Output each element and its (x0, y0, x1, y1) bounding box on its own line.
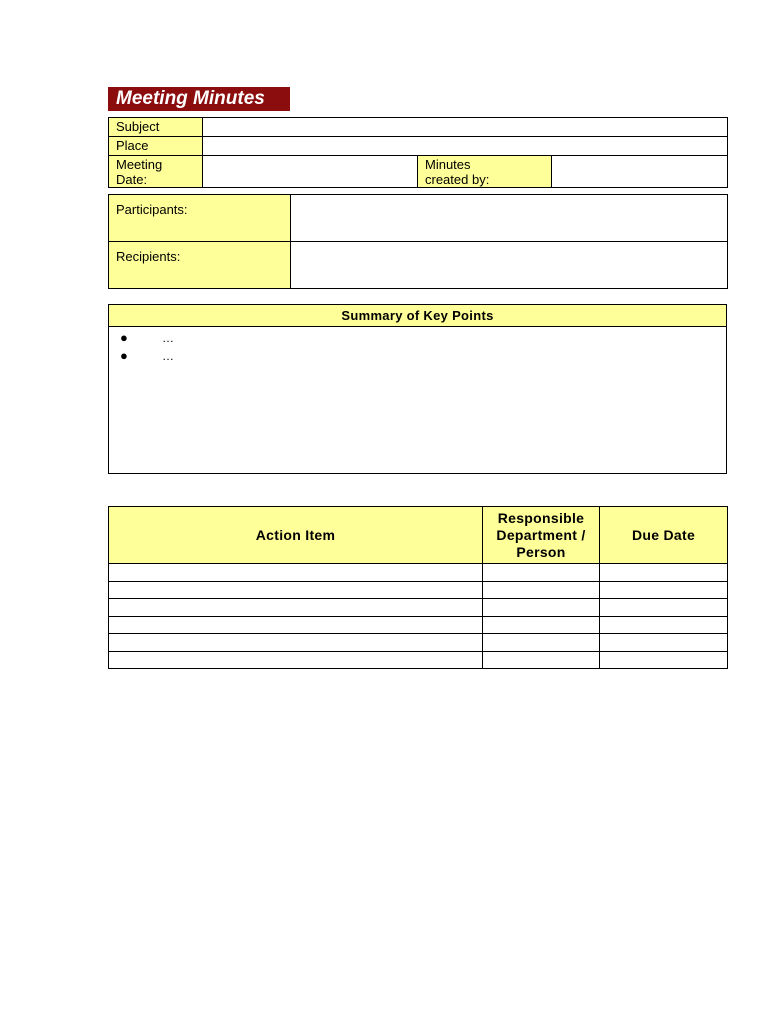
responsible-cell[interactable] (483, 616, 600, 634)
meeting-info-table (108, 117, 728, 188)
due-date-cell[interactable] (600, 581, 728, 599)
meeting-date-label (109, 156, 203, 188)
table-row (109, 651, 728, 669)
table-row (109, 564, 728, 582)
responsible-header-line1: Responsible (497, 509, 585, 526)
meeting-date-label-line1: Meeting (116, 157, 163, 172)
action-item-cell[interactable] (109, 599, 483, 617)
action-item-cell[interactable] (109, 634, 483, 652)
minutes-created-by-label-line2: created by: (425, 172, 490, 187)
summary-heading: Summary of Key Points (109, 305, 727, 327)
document-title: Meeting Minutes (108, 87, 290, 111)
responsible-cell[interactable] (483, 564, 600, 582)
place-label: Place (109, 137, 203, 156)
minutes-created-by-field[interactable] (552, 156, 728, 188)
action-item-cell[interactable] (109, 616, 483, 634)
responsible-header (483, 507, 600, 564)
recipients-label: Recipients: (109, 242, 291, 289)
meeting-date-field[interactable] (203, 156, 418, 188)
responsible-cell[interactable] (483, 581, 600, 599)
action-items-table (108, 506, 728, 669)
summary-bullet-text: … (162, 349, 174, 363)
subject-field[interactable] (203, 118, 728, 137)
responsible-header-line2: Department / (496, 526, 586, 543)
summary-bullet[interactable] (109, 349, 726, 367)
responsible-header-line3: Person (516, 543, 566, 560)
responsible-cell[interactable] (483, 599, 600, 617)
participants-field[interactable] (291, 195, 728, 242)
recipients-field[interactable] (291, 242, 728, 289)
due-date-cell[interactable] (600, 616, 728, 634)
summary-bullet-text: … (162, 331, 174, 345)
bullet-icon: ● (120, 330, 128, 345)
action-item-cell[interactable] (109, 581, 483, 599)
responsible-cell[interactable] (483, 651, 600, 669)
participants-table (108, 194, 728, 289)
summary-table (108, 304, 727, 474)
responsible-cell[interactable] (483, 634, 600, 652)
table-row (109, 581, 728, 599)
action-item-header: Action Item (109, 507, 483, 564)
minutes-created-by-label-line1: Minutes (425, 157, 471, 172)
participants-label: Participants: (109, 195, 291, 242)
due-date-cell[interactable] (600, 634, 728, 652)
table-row (109, 599, 728, 617)
place-field[interactable] (203, 137, 728, 156)
action-item-cell[interactable] (109, 564, 483, 582)
action-item-cell[interactable] (109, 651, 483, 669)
subject-label: Subject (109, 118, 203, 137)
summary-bullet[interactable] (109, 331, 726, 349)
due-date-header: Due Date (600, 507, 728, 564)
summary-body[interactable] (109, 327, 727, 474)
minutes-created-by-label (418, 156, 552, 188)
due-date-cell[interactable] (600, 599, 728, 617)
meeting-date-label-line2: Date: (116, 172, 148, 187)
bullet-icon: ● (120, 348, 128, 363)
table-row (109, 616, 728, 634)
due-date-cell[interactable] (600, 564, 728, 582)
table-row (109, 634, 728, 652)
due-date-cell[interactable] (600, 651, 728, 669)
